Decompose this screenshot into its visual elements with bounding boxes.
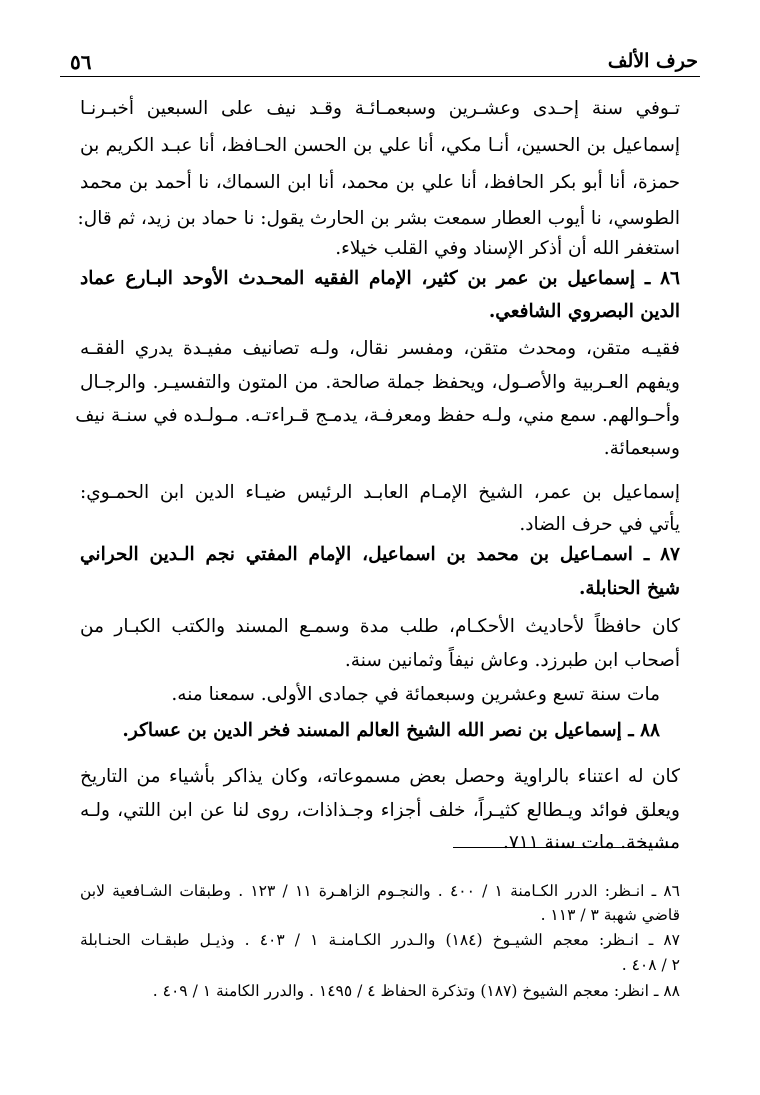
text-line: مشيخة. مات سنة ٧١١. [502, 832, 680, 853]
text-line: إسماعيل بن عمر، الشيخ الإمـام العابـد الرئيس ضيـاء الدين ابن الحمـوي: [80, 482, 680, 503]
text-line: كان له اعتناء بالراوية وحصل بعض مسموعاته، وكان يذاكر بأشياء من التاريخ [80, 766, 680, 787]
entry-heading-86: ٨٦ ـ إسماعيل بن عمر بن كثير، الإمام الفقيه المحـدث الأوحد البـارع عماد [80, 268, 680, 289]
entry-heading-86-cont: الدين البصروي الشافعي. [488, 301, 680, 322]
footnote-88: ٨٨ ـ انظر: معجم الشيوخ (١٨٧) وتذكرة الحفاظ ٤ / ١٤٩٥ . والدرر الكامنة ١ / ٤٠٩ . [152, 982, 680, 1000]
chapter-title: حرف الألف [607, 50, 698, 72]
text-line: حمزة، أنا أبو بكر الحافظ، أنا علي بن محمد، أنا ابن السماك، نا أحمد بن محمد [80, 172, 680, 193]
text-line: فقيـه متقن، ومحدث متقن، ومفسر نقال، ولـه تصانيف مفيـدة يدري الفقـه [80, 338, 680, 359]
footnote-separator [453, 847, 678, 848]
text-line: وسبعمائة. [603, 438, 680, 459]
text-line: إسماعيل بن الحسين، أنـا مكي، أنا علي بن الحسن الحـافظ، أنا عبـد الكريم بن [80, 135, 680, 156]
footnote-86-cont: قاضي شهبة ٣ / ١١٣ . [540, 906, 680, 924]
entry-heading-87-cont: شيخ الحنابلة. [578, 578, 680, 599]
footnote-86: ٨٦ ـ انـظر: الدرر الكـامنة ١ / ٤٠٠ . والنجـوم الزاهـرة ١١ / ١٢٣ . وطبقات الشـافعية لابن [80, 882, 680, 900]
text-line: ويعلق فوائد ويـطالع كثيـراً، خلف أجزاء وجـذاذات، روى لنا عن ابن اللتي، ولـه [80, 800, 680, 821]
text-line: كان حافظاً لأحاديث الأحكـام، طلب مدة وسمـع المسند والكتب الكبـار من [80, 616, 680, 637]
entry-heading-87: ٨٧ ـ اسمـاعيل بن محمد بن اسماعيل، الإمام المفتي نجم الـدين الحراني [80, 544, 680, 565]
footnote-87-cont: ٢ / ٤٠٨ . [621, 956, 680, 974]
text-line: تـوفي سنة إحـدى وعشـرين وسبعمـائـة وقـد نيف على السبعين أخبـرنـا [80, 98, 680, 119]
entry-heading-88: ٨٨ ـ إسماعيل بن نصر الله الشيخ العالم المسند فخر الدين بن عساكر. [122, 720, 660, 741]
footnote-87: ٨٧ ـ انـظر: معجم الشيـوخ (١٨٤) والـدرر الكـامنـة ١ / ٤٠٣ . وذيـل طبقـات الحنـابلة [80, 931, 681, 949]
text-line: وأحـوالهم. سمع مني، ولـه حفظ ومعرفـة، يدمـج قـراءتـه. مـولـده في سنـة نيف [75, 405, 680, 426]
text-line: استغفر الله أن أذكر الإسناد وفي القلب خيلاء. [335, 238, 680, 259]
text-line: أصحاب ابن طبرزد. وعاش نيفاً وثمانين سنة. [344, 650, 680, 671]
text-line: الطوسي، نا أيوب العطار سمعت بشر بن الحارث يقول: نا حماد بن زيد، ثم قال: [77, 208, 680, 229]
page-number: ٥٦ [70, 50, 92, 74]
page-header [60, 46, 700, 77]
text-line: ويفهم العـربية والأصـول، ويحفظ جملة صالحة. من المتون والتفسيـر. والرجـال [80, 372, 680, 393]
text-line: يأتي في حرف الضاد. [519, 514, 680, 535]
text-line: مات سنة تسع وعشرين وسبعمائة في جمادى الأولى. سمعنا منه. [171, 684, 660, 705]
